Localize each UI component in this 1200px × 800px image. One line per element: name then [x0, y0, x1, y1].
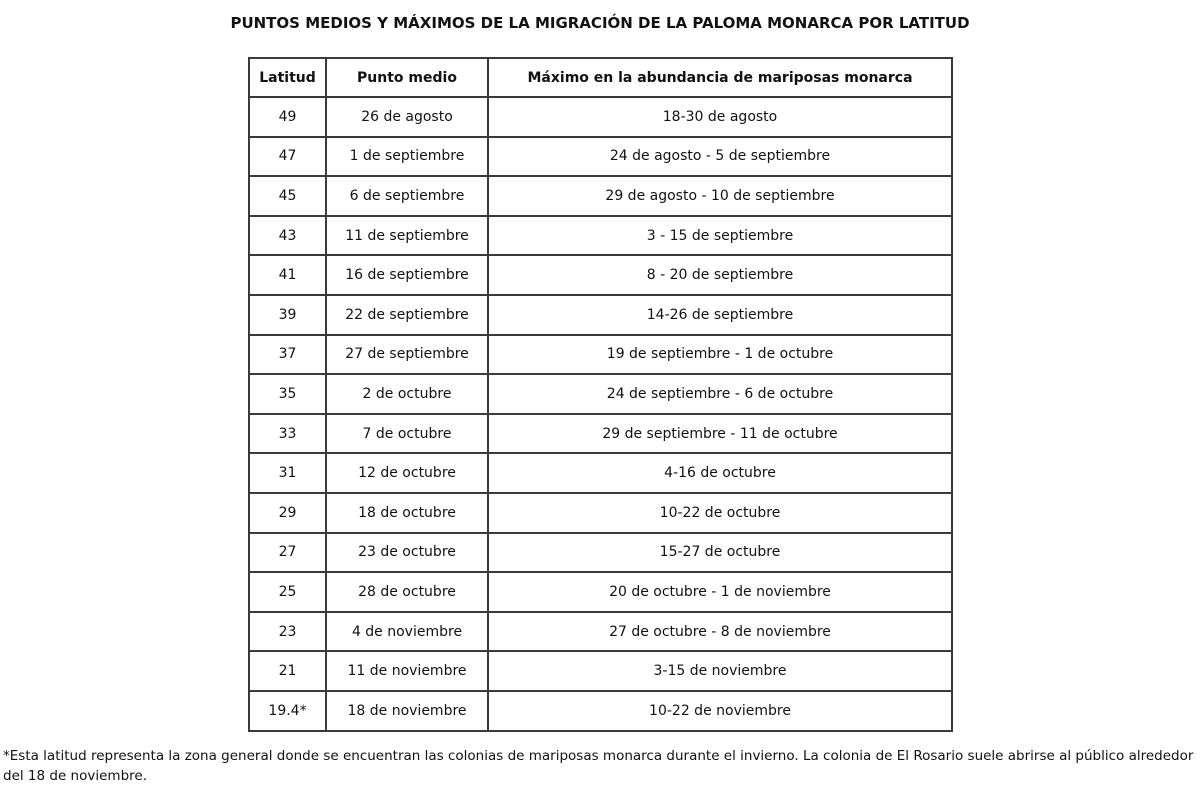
cell-maximo: 24 de agosto - 5 de septiembre [488, 137, 952, 177]
cell-punto-medio: 26 de agosto [326, 97, 488, 137]
cell-maximo: 15-27 de octubre [488, 533, 952, 573]
cell-latitud: 23 [249, 612, 326, 652]
cell-punto-medio: 12 de octubre [326, 453, 488, 493]
cell-punto-medio: 18 de noviembre [326, 691, 488, 731]
cell-punto-medio: 11 de noviembre [326, 651, 488, 691]
cell-maximo: 19 de septiembre - 1 de octubre [488, 335, 952, 375]
cell-maximo: 29 de agosto - 10 de septiembre [488, 176, 952, 216]
cell-punto-medio: 28 de octubre [326, 572, 488, 612]
cell-maximo: 24 de septiembre - 6 de octubre [488, 374, 952, 414]
table-row [249, 651, 952, 691]
table-row [249, 612, 952, 652]
cell-latitud: 35 [249, 374, 326, 414]
cell-maximo: 10-22 de noviembre [488, 691, 952, 731]
cell-latitud: 25 [249, 572, 326, 612]
table-row [249, 216, 952, 256]
cell-punto-medio: 23 de octubre [326, 533, 488, 573]
table-row [249, 493, 952, 533]
cell-maximo: 8 - 20 de septiembre [488, 255, 952, 295]
cell-latitud: 47 [249, 137, 326, 177]
cell-punto-medio: 4 de noviembre [326, 612, 488, 652]
cell-maximo: 4-16 de octubre [488, 453, 952, 493]
cell-latitud: 29 [249, 493, 326, 533]
header-row [249, 58, 952, 97]
cell-punto-medio: 27 de septiembre [326, 335, 488, 375]
table-row [249, 374, 952, 414]
cell-maximo: 27 de octubre - 8 de noviembre [488, 612, 952, 652]
cell-maximo: 3 - 15 de septiembre [488, 216, 952, 256]
cell-punto-medio: 22 de septiembre [326, 295, 488, 335]
cell-maximo: 29 de septiembre - 11 de octubre [488, 414, 952, 454]
footnote: *Esta latitud representa la zona general donde se encuentran las colonias de mariposas monarca durante el invierno. La colonia de El Rosario suele abrirse al público alrededor del 18 de noviembre. [3, 748, 1194, 784]
cell-punto-medio: 1 de septiembre [326, 137, 488, 177]
table-row [249, 335, 952, 375]
table-row [249, 137, 952, 177]
cell-punto-medio: 6 de septiembre [326, 176, 488, 216]
header-maximo: Máximo en la abundancia de mariposas monarca [488, 58, 952, 97]
cell-punto-medio: 2 de octubre [326, 374, 488, 414]
cell-maximo: 20 de octubre - 1 de noviembre [488, 572, 952, 612]
cell-latitud: 31 [249, 453, 326, 493]
cell-maximo: 3-15 de noviembre [488, 651, 952, 691]
header-punto-medio: Punto medio [326, 58, 488, 97]
cell-latitud: 43 [249, 216, 326, 256]
header-latitud: Latitud [249, 58, 326, 97]
table-row [249, 453, 952, 493]
table-header [249, 58, 952, 97]
table-row [249, 572, 952, 612]
table-row [249, 414, 952, 454]
page-title: PUNTOS MEDIOS Y MÁXIMOS DE LA MIGRACIÓN DE LA PALOMA MONARCA POR LATITUD [230, 14, 970, 32]
table-row [249, 533, 952, 573]
table-row [249, 295, 952, 335]
cell-latitud: 39 [249, 295, 326, 335]
table-row [249, 176, 952, 216]
table-body [249, 97, 952, 731]
cell-punto-medio: 18 de octubre [326, 493, 488, 533]
cell-latitud: 19.4* [249, 691, 326, 731]
cell-maximo: 14-26 de septiembre [488, 295, 952, 335]
cell-maximo: 10-22 de octubre [488, 493, 952, 533]
table-row [249, 691, 952, 731]
migration-table [248, 57, 953, 732]
cell-latitud: 27 [249, 533, 326, 573]
table-row [249, 97, 952, 137]
cell-punto-medio: 16 de septiembre [326, 255, 488, 295]
cell-maximo: 18-30 de agosto [488, 97, 952, 137]
table-row [249, 255, 952, 295]
cell-latitud: 37 [249, 335, 326, 375]
cell-latitud: 49 [249, 97, 326, 137]
cell-latitud: 45 [249, 176, 326, 216]
cell-punto-medio: 7 de octubre [326, 414, 488, 454]
cell-punto-medio: 11 de septiembre [326, 216, 488, 256]
cell-latitud: 41 [249, 255, 326, 295]
cell-latitud: 21 [249, 651, 326, 691]
cell-latitud: 33 [249, 414, 326, 454]
